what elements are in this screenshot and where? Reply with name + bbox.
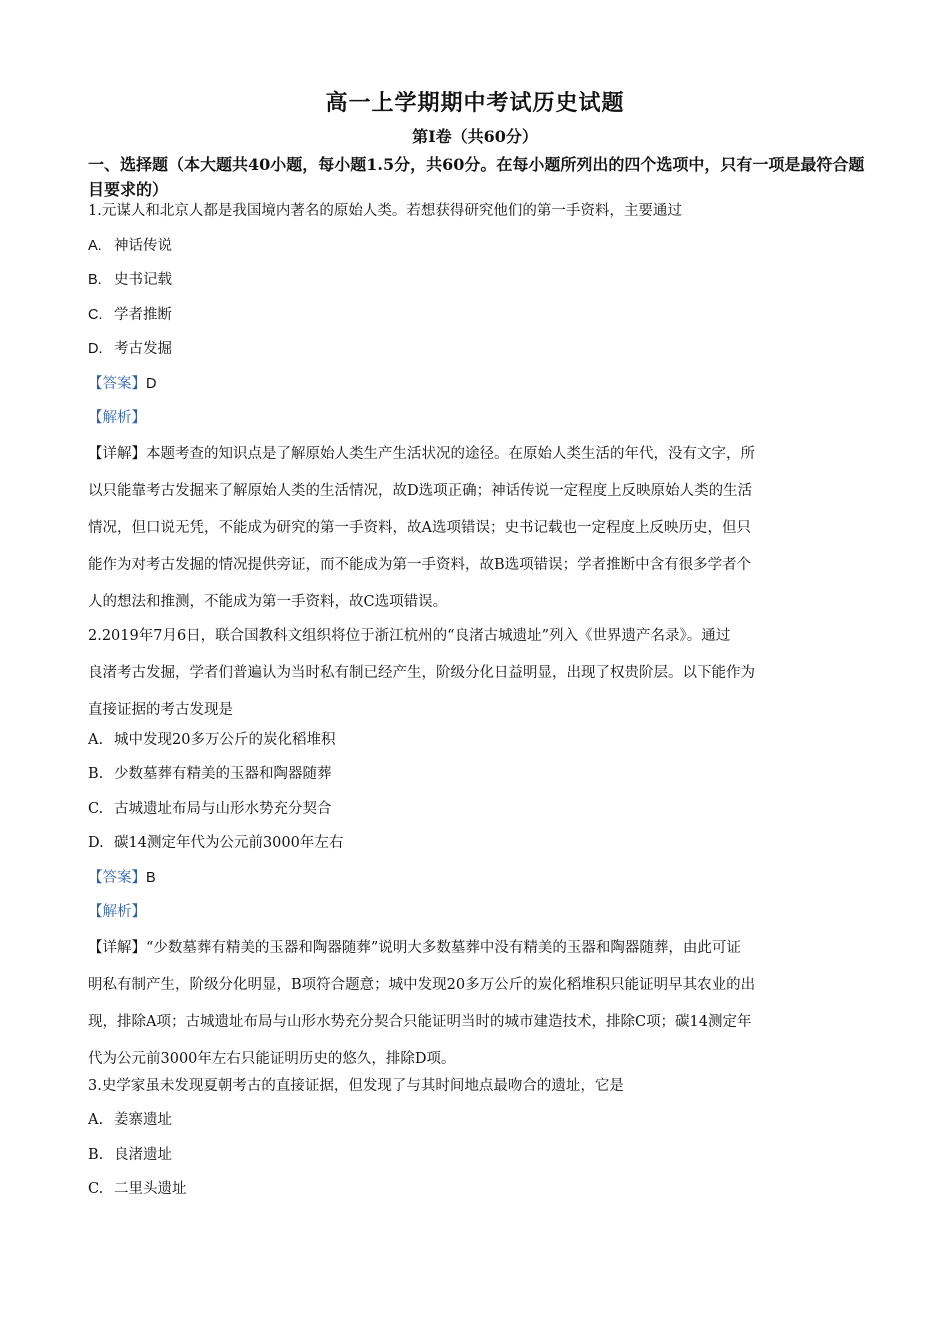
option-c [88, 1178, 866, 1213]
option-d [88, 832, 866, 867]
option-a [88, 235, 866, 270]
answer-line [88, 867, 866, 902]
option-text: 考古发掘 [114, 341, 172, 357]
detail-line: 人的想法和推测，不能成为第一手资料，故C选项错误。 [88, 593, 448, 610]
option-c [88, 798, 866, 833]
detail-paragraph [88, 930, 866, 1078]
detail-tag: 【详解】 [88, 445, 146, 462]
option-label: A. [88, 731, 104, 748]
detail-line: 情况，但口说无凭，不能成为研究的第一手资料，故A选项错误；史书记载也一定程度上反映历史，但只 [88, 519, 751, 536]
detail-line: 现，排除A项；古城遗址布局与山形水势充分契合只能证明当时的城市建造技术，排除C项；碳14测定年 [88, 1013, 752, 1030]
stem-line: 2.2019年7月6日，联合国教科文组织将位于浙江杭州的“良渚古城遗址”列入《世界遗产名录》。通过 [88, 627, 731, 644]
question-1 [88, 200, 866, 621]
option-label: C. [88, 306, 103, 323]
option-label: D. [88, 835, 104, 851]
detail-line: 明私有制产生，阶级分化明显，B项符合题意；城中发现20多万公斤的炭化稻堆积只能证明早其农业的出 [88, 976, 756, 993]
detail-tag: 【详解】 [88, 939, 146, 956]
option-text: 良渚遗址 [114, 1146, 172, 1163]
option-label: D. [88, 341, 103, 357]
option-text: 神话传说 [114, 237, 172, 254]
page-title: 高一上学期期中考试历史试题 [325, 90, 625, 116]
option-label: C. [88, 1181, 104, 1197]
detail-line [88, 930, 866, 967]
answer-tag: 【答案】 [88, 869, 146, 886]
option-text: 古城遗址布局与山形水势充分契合 [114, 800, 332, 817]
analysis-tag: 【解析】 [88, 410, 146, 426]
option-text: 城中发现20多万公斤的炭化稻堆积 [114, 731, 336, 748]
option-b [88, 269, 866, 304]
questions-content [88, 200, 866, 1213]
question-stem: 1.元谋人和北京人都是我国境内著名的原始人类。若想获得研究他们的第一手资料，主要通过 [88, 203, 682, 219]
detail-paragraph [88, 436, 866, 621]
stem-line: 良渚考古发掘，学者们普遍认为当时私有制已经产生，阶级分化日益明显，出现了权贵阶层。以下能作为 [88, 664, 755, 681]
option-label: C. [88, 800, 104, 817]
answer-tag: 【答案】 [88, 375, 146, 392]
answer-line [88, 373, 866, 408]
question-stem [88, 618, 866, 729]
option-label: B. [88, 1146, 104, 1163]
option-a [88, 729, 866, 764]
option-d [88, 338, 866, 373]
detail-line: 代为公元前3000年左右只能证明历史的悠久，排除D项。 [88, 1050, 456, 1067]
option-text: 史书记载 [114, 272, 172, 288]
option-text: 少数墓葬有精美的玉器和陶器随葬 [114, 766, 332, 782]
volume-subtitle: 第Ⅰ卷（共60分） [412, 127, 538, 146]
answer-value: D [146, 375, 157, 392]
option-label: A. [88, 1112, 104, 1128]
option-label: B. [88, 766, 104, 782]
section-heading: 一、选择题（本大题共40小题，每小题1.5分，共60分。在每小题所列出的四个选项中，只有一项是最符合题目要求的） [88, 155, 865, 199]
detail-line: 以只能靠考古发掘来了解原始人类的生活情况，故D选项正确；神话传说一定程度上反映原始人类的生活 [88, 482, 753, 499]
option-a [88, 1109, 866, 1144]
question-2 [88, 618, 866, 1078]
detail-line: 能作为对考古发掘的情况提供旁证，而不能成为第一手资料，故B选项错误；学者推断中含有很多学者个 [88, 556, 752, 573]
option-text: 二里头遗址 [114, 1181, 187, 1197]
option-b [88, 763, 866, 798]
question-3 [88, 1075, 866, 1213]
question-stem: 3.史学家虽未发现夏朝考古的直接证据，但发现了与其时间地点最吻合的遗址，它是 [88, 1077, 624, 1094]
option-text: 姜寨遗址 [114, 1112, 172, 1128]
option-label: B. [88, 272, 102, 288]
answer-value: B [146, 869, 156, 886]
analysis-tag: 【解析】 [88, 904, 146, 920]
option-text: 碳14测定年代为公元前3000年左右 [114, 835, 344, 851]
detail-text: 本题考查的知识点是了解原始人类生产生活状况的途径。在原始人类生活的年代，没有文字，所 [146, 445, 755, 462]
detail-line [88, 436, 866, 473]
stem-line: 直接证据的考古发现是 [88, 701, 233, 718]
option-c [88, 304, 866, 339]
option-text: 学者推断 [114, 306, 172, 323]
detail-text: “少数墓葬有精美的玉器和陶器随葬”说明大多数墓葬中没有精美的玉器和陶器随葬，由此可证 [146, 939, 741, 956]
option-b [88, 1144, 866, 1179]
option-label: A. [88, 237, 102, 254]
